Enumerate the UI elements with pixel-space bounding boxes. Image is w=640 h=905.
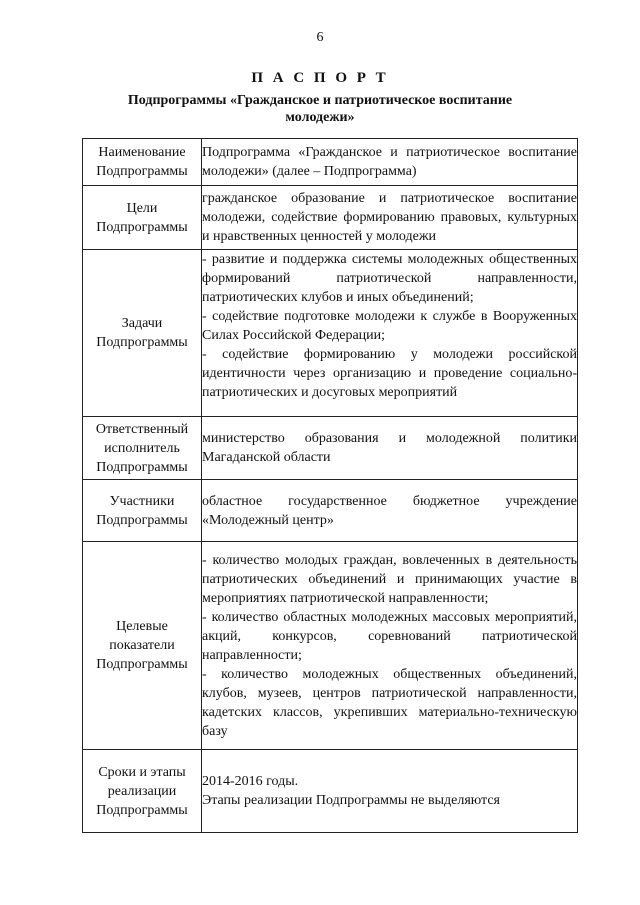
row-value (202, 250, 578, 417)
row-label: Задачи Подпрограммы (83, 250, 202, 417)
value-line: министерство образования и молодежной политики Магаданской области (202, 431, 577, 465)
value-line: - содействие формированию у молодежи российской идентичности через организацию и проведение социально-патриотических и досуговых мероприятий (202, 347, 577, 400)
table-row (83, 542, 578, 750)
table-row (83, 750, 578, 833)
value-line: 2014-2016 годы. (202, 774, 299, 789)
value-line: Этапы реализации Подпрограммы не выделяются (202, 793, 500, 808)
row-value (202, 750, 578, 833)
passport-table (82, 138, 578, 833)
row-value (202, 139, 578, 186)
row-label: Участники Подпрограммы (83, 480, 202, 542)
value-line: - содействие подготовке молодежи к службе в Вооруженных Силах Российской Федерации; (202, 309, 577, 343)
row-value (202, 417, 578, 480)
row-label: Целевые показатели Подпрограммы (83, 542, 202, 750)
row-value (202, 542, 578, 750)
row-label: Ответственный исполнитель Подпрограммы (83, 417, 202, 480)
document-title: П А С П О Р Т (251, 70, 389, 86)
value-line: - количество областных молодежных массовых мероприятий, акций, конкурсов, соревнований патриотической направленности; (202, 609, 577, 663)
page-number: 6 (316, 30, 324, 45)
value-line: гражданское образование и патриотическое воспитание молодежи, содействие формированию правовых, культурных и нравственных ценностей у молодежи (202, 191, 577, 244)
row-label: Цели Подпрограммы (83, 186, 202, 250)
value-line: - количество молодежных общественных объединений, клубов, музеев, центров патриотической направленности, кадетских классов, укрепивших материально-техническую базу (202, 666, 577, 739)
table-row (83, 417, 578, 480)
row-label: Сроки и этапы реализации Подпрограммы (83, 750, 202, 833)
value-line: областное государственное бюджетное учреждение «Молодежный центр» (202, 493, 577, 528)
table-row (83, 250, 578, 417)
document-subtitle: Подпрограммы «Гражданское и патриотическое воспитание молодежи» (127, 93, 513, 125)
value-line: Подпрограмма «Гражданское и патриотическое воспитание молодежи» (далее – Подпрограмма) (202, 145, 577, 179)
row-value (202, 186, 578, 250)
table-row (83, 186, 578, 250)
value-line: - количество молодых граждан, вовлеченных в деятельность патриотических объединений и принимающих участие в мероприятиях патриотической направленности; (202, 552, 577, 606)
value-line: - развитие и поддержка системы молодежных общественных формирований патриотической направленности, патриотических клубов и иных объединений; (202, 252, 577, 305)
row-label: Наименование Подпрограммы (83, 139, 202, 186)
row-value (202, 480, 578, 542)
table-row (83, 480, 578, 542)
table-row (83, 139, 578, 186)
